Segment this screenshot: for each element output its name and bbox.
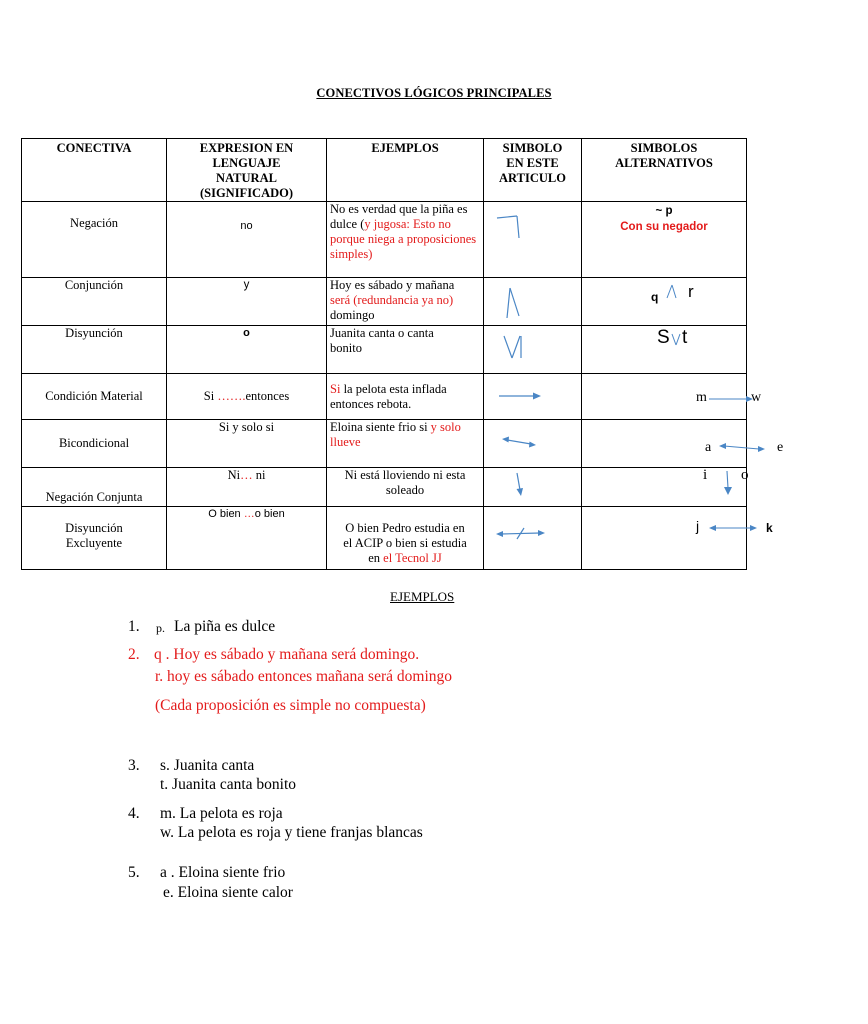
- alt-t: t: [682, 327, 688, 348]
- conectiva-name: Conjunción: [64, 278, 124, 292]
- list-item-3-s: s. Juanita canta: [160, 757, 255, 774]
- conectiva-name: Negación: [70, 216, 118, 230]
- list-item-2-note: (Cada proposición es simple no compuesta): [155, 697, 426, 714]
- list-item-2-q: q . Hoy es sábado y mañana será domingo.: [154, 646, 420, 663]
- ejemplo-line1: Hoy es sábado y mañana: [330, 278, 455, 292]
- list-item-4-w: w. La pelota es roja y tiene franjas blancas: [160, 824, 423, 841]
- expresion-text: no: [240, 220, 253, 232]
- ejemplos-heading: EJEMPLOS: [390, 589, 455, 604]
- header-expresion-line3: NATURAL: [216, 171, 277, 185]
- list-item-1-label: p.: [156, 621, 165, 635]
- alt-j: j: [696, 518, 700, 534]
- ejemplo-note: y jugosa: Esto no porque niega a proposiciones simples): [330, 217, 477, 261]
- ejemplo-line2: entonces rebota.: [330, 397, 412, 411]
- list-item-5-a: a . Eloina siente frio: [160, 864, 286, 881]
- list-number-1: 1.: [128, 618, 140, 635]
- ejemplo-line3: domingo: [330, 308, 375, 322]
- expresion-dots: …: [240, 468, 253, 482]
- header-alt-line2: ALTERNATIVOS: [615, 156, 713, 170]
- list-number-2: 2.: [128, 646, 140, 663]
- list-number-5: 5.: [128, 864, 140, 881]
- alt-m: m: [696, 390, 707, 405]
- header-alt-line1: SIMBOLOS: [630, 141, 698, 155]
- ejemplo-line1: la pelota esta inflada: [340, 382, 447, 396]
- alt-e: e: [777, 440, 784, 455]
- header-simbolo-line2: EN ESTE: [506, 156, 559, 170]
- expresion-ni2: ni: [252, 468, 266, 482]
- ejemplo-line1: Ni está lloviendo ni esta: [344, 468, 466, 482]
- header-simbolo-line1: SIMBOLO: [502, 141, 563, 155]
- list-number-3: 3.: [128, 757, 140, 774]
- list-item-2-r: r. hoy es sábado entonces mañana será domingo: [155, 668, 452, 685]
- header-ejemplos-label: EJEMPLOS: [371, 141, 439, 155]
- alt-neg-note: Con su negador: [620, 221, 708, 233]
- list-item-4-m: m. La pelota es roja: [160, 805, 283, 822]
- list-item-1-text: La piña es dulce: [174, 618, 276, 635]
- alt-k: k: [766, 521, 773, 535]
- alt-a: a: [705, 440, 712, 455]
- ejemplo-line1: O bien Pedro estudia en: [345, 521, 465, 535]
- expresion-text: Si y solo si: [218, 420, 275, 434]
- ejemplo-line2: soleado: [385, 483, 425, 497]
- page-title: CONECTIVOS LÓGICOS PRINCIPALES: [316, 86, 552, 100]
- ejemplo-text: No es verdad que la piña es dulce (: [330, 202, 468, 231]
- list-item-5-e: e. Eloina siente calor: [163, 884, 293, 901]
- header-conectiva-label: CONECTIVA: [56, 141, 132, 155]
- ejemplo-si: Si: [330, 382, 341, 396]
- header-expresion-line2: LENGUAJE: [212, 156, 281, 170]
- list-item-3-t: t. Juanita canta bonito: [160, 776, 297, 793]
- ejemplo-en: en: [368, 551, 384, 565]
- expresion-obien1: O bien: [208, 508, 244, 520]
- expresion-dots: …….: [217, 389, 246, 403]
- conectiva-name-line1: Disyunción: [65, 521, 123, 535]
- header-expresion-line1: EXPRESION EN: [199, 141, 294, 155]
- alt-o: o: [741, 467, 749, 483]
- header-simbolo-line3: ARTICULO: [499, 171, 566, 185]
- ejemplo-line2: el ACIP o bien si estudia: [343, 536, 467, 550]
- ejemplo-line2: será (redundancia ya no): [330, 293, 454, 307]
- header-expresion-line4: (SIGNIFICADO): [199, 186, 294, 200]
- ejemplo-line1: Juanita canta o canta: [330, 326, 434, 340]
- alt-r: r: [688, 282, 694, 301]
- ejemplo-line2: llueve: [330, 435, 361, 449]
- conectiva-name: Condición Material: [45, 389, 143, 403]
- ejemplo-line1: Eloina siente frio si: [330, 420, 431, 434]
- expresion-ni1: Ni: [227, 468, 241, 482]
- conectiva-name: Bicondicional: [58, 436, 130, 450]
- conectiva-name-line2: Excluyente: [65, 536, 123, 550]
- ejemplo-red: y solo: [430, 420, 461, 434]
- expresion-entonces: entonces: [245, 389, 290, 403]
- alt-neg-symbol: ~ p: [655, 205, 673, 217]
- expresion-text: y: [243, 279, 250, 291]
- expresion-dots: …: [243, 508, 255, 520]
- alt-q: q: [651, 290, 659, 304]
- conectiva-name: Negación Conjunta: [45, 490, 143, 504]
- expresion-text: o: [243, 327, 250, 339]
- expresion-si: Si: [203, 389, 218, 403]
- alt-w: w: [751, 390, 762, 405]
- expresion-obien2: o bien: [254, 508, 285, 520]
- alt-i: i: [703, 467, 708, 483]
- conectiva-name: Disyunción: [65, 326, 123, 340]
- ejemplo-tecnol: el Tecnol JJ: [383, 551, 442, 565]
- alt-s: S: [657, 327, 670, 348]
- ejemplo-line2: bonito: [330, 341, 362, 355]
- list-number-4: 4.: [128, 805, 140, 822]
